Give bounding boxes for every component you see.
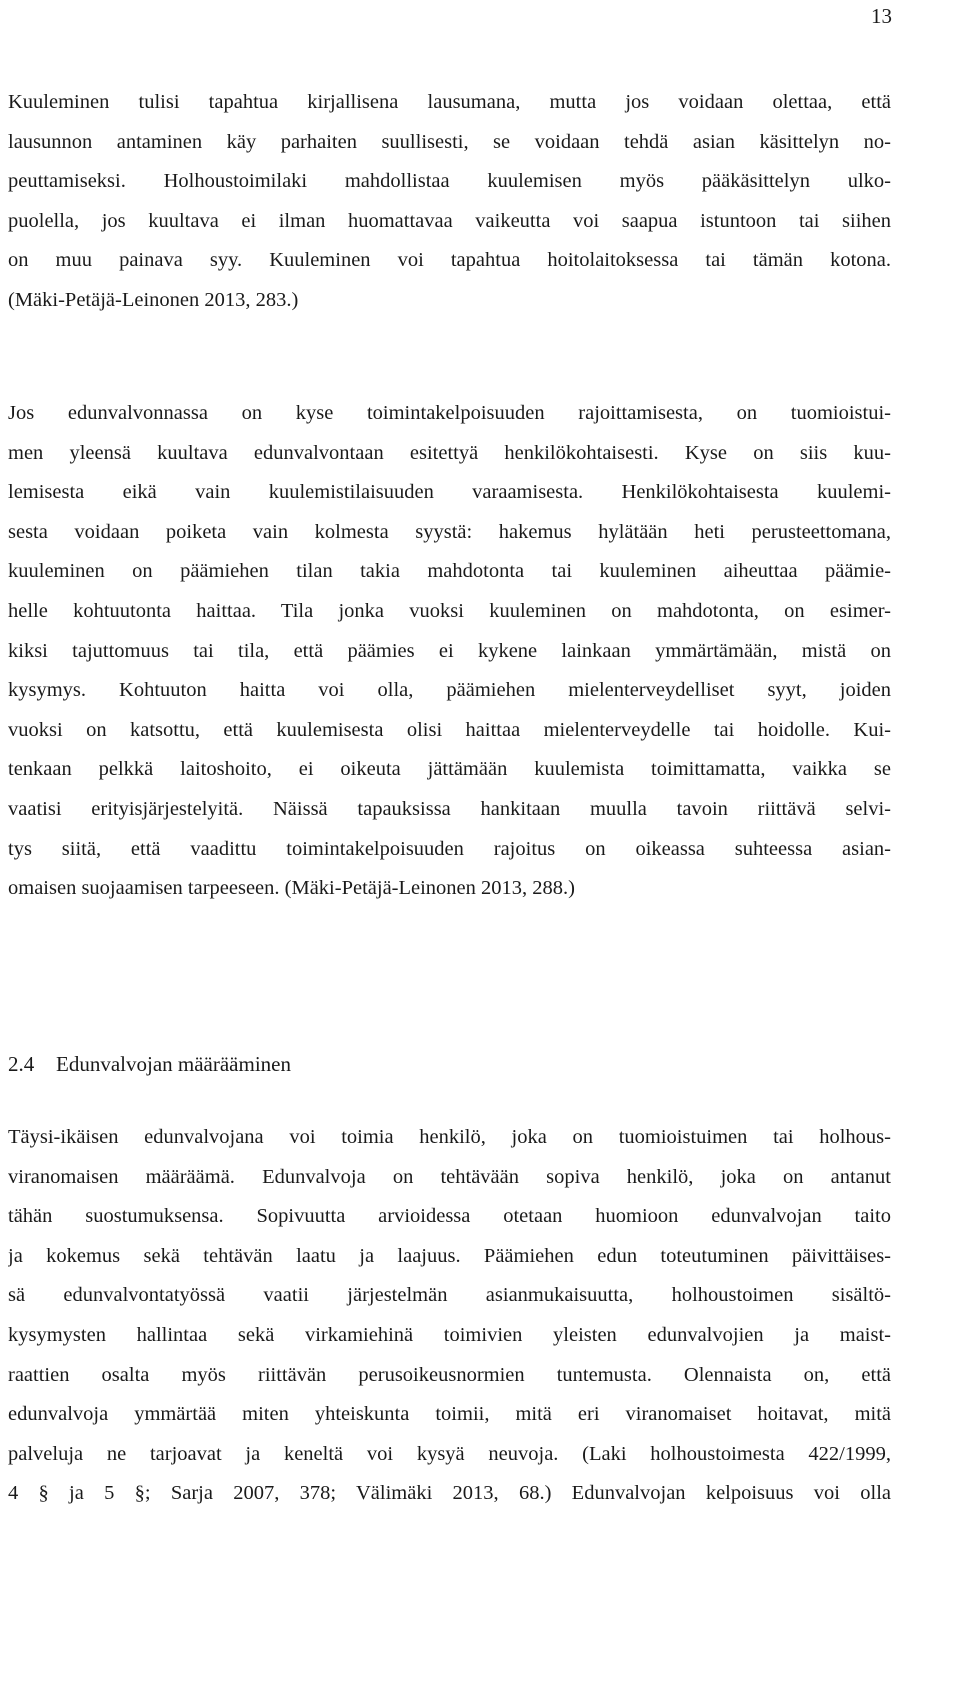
text-line: kysymys. Kohtuuton haitta voi olla, päämiehen mielenterveydelliset syyt, joiden — [8, 679, 891, 702]
section-title: Edunvalvojan määrääminen — [56, 1052, 291, 1076]
text-line: lausunnon antaminen käy parhaiten suullisesti, se voidaan tehdä asian käsittelyn no- — [8, 130, 891, 153]
text-line: sesta voidaan poiketa vain kolmesta syystä: hakemus hylätään heti perusteettomana, — [8, 520, 891, 543]
text-line: on muu painava syy. Kuuleminen voi tapahtua hoitolaitoksessa tai tämän kotona. — [8, 249, 891, 272]
text-line: raattien osalta myös riittävän perusoikeusnormien tuntemusta. Olennaista on, että — [8, 1363, 891, 1386]
text-line: tys siitä, että vaadittu toimintakelpoisuuden rajoitus on oikeassa suhteessa asian- — [8, 837, 891, 860]
text-line: (Mäki-Petäjä-Leinonen 2013, 283.) — [8, 288, 299, 311]
text-line: vuoksi on katsottu, että kuulemisesta olisi haittaa mielenterveydelle tai hoidolle. Kui- — [8, 718, 891, 741]
section-number: 2.4 — [8, 1052, 35, 1076]
section-heading — [8, 1049, 291, 1079]
page-number: 13 — [871, 4, 892, 28]
text-line: helle kohtuutonta haittaa. Tila jonka vuoksi kuuleminen on mahdotonta, on esimer- — [8, 599, 891, 622]
text-line: puolella, jos kuultava ei ilman huomattavaa vaikeutta voi saapua istuntoon tai siihen — [8, 209, 891, 232]
text-line: sä edunvalvontatyössä vaatii järjestelmän asianmukaisuutta, holhoustoimen sisältö- — [8, 1284, 891, 1307]
text-line: ja kokemus sekä tehtävän laatu ja laajuus. Päämiehen edun toteutuminen päivittäises- — [8, 1244, 891, 1267]
body-paragraph — [8, 1118, 891, 1514]
text-line: Jos edunvalvonnassa on kyse toimintakelpoisuuden rajoittamisesta, on tuomioistui- — [8, 402, 891, 424]
text-line: Kuuleminen tulisi tapahtua kirjallisena lausumana, mutta jos voidaan olettaa, että — [8, 91, 891, 113]
text-line: kysymysten hallintaa sekä virkamiehinä toimivien yleisten edunvalvojien ja maist- — [8, 1323, 891, 1346]
text-line: tenkaan pelkkä laitoshoito, ei oikeuta jättämään kuulemista toimittamatta, vaikka se — [8, 758, 891, 781]
text-line: lemisesta eikä vain kuulemistilaisuuden varaamisesta. Henkilökohtaisesta kuulemi- — [8, 481, 891, 504]
text-line: vaatisi erityisjärjestelyitä. Näissä tapauksissa hankitaan muulla tavoin riittävä selvi- — [8, 797, 891, 820]
text-line: omaisen suojaamisen tarpeeseen. (Mäki-Petäjä-Leinonen 2013, 288.) — [8, 877, 575, 900]
body-paragraph — [8, 394, 891, 909]
text-line: men yleensä kuultava edunvalvontaan esitettyä henkilökohtaisesti. Kyse on siis kuu- — [8, 441, 891, 464]
text-line: kiksi tajuttomuus tai tila, että päämies ei kykene lainkaan ymmärtämään, mistä on — [8, 639, 891, 662]
text-line: tähän suostumuksensa. Sopivuutta arvioidessa otetaan huomioon edunvalvojan taito — [8, 1205, 891, 1228]
text-line: peuttamiseksi. Holhoustoimilaki mahdollistaa kuulemisen myös pääkäsittelyn ulko- — [8, 170, 891, 193]
text-line: viranomaisen määräämä. Edunvalvoja on tehtävään sopiva henkilö, joka on antanut — [8, 1165, 891, 1188]
text-line: 4 § ja 5 §; Sarja 2007, 378; Välimäki 2013, 68.) Edunvalvojan kelpoisuus voi olla — [8, 1482, 891, 1505]
text-line: palveluja ne tarjoavat ja keneltä voi kysyä neuvoja. (Laki holhoustoimesta 422/1999, — [8, 1442, 891, 1465]
text-line: kuuleminen on päämiehen tilan takia mahdotonta tai kuuleminen aiheuttaa päämie- — [8, 560, 891, 583]
text-line: edunvalvoja ymmärtää miten yhteiskunta toimii, mitä eri viranomaiset hoitavat, mitä — [8, 1403, 891, 1426]
body-paragraph — [8, 83, 891, 321]
text-line: Täysi-ikäisen edunvalvojana voi toimia henkilö, joka on tuomioistuimen tai holhous- — [8, 1126, 891, 1148]
